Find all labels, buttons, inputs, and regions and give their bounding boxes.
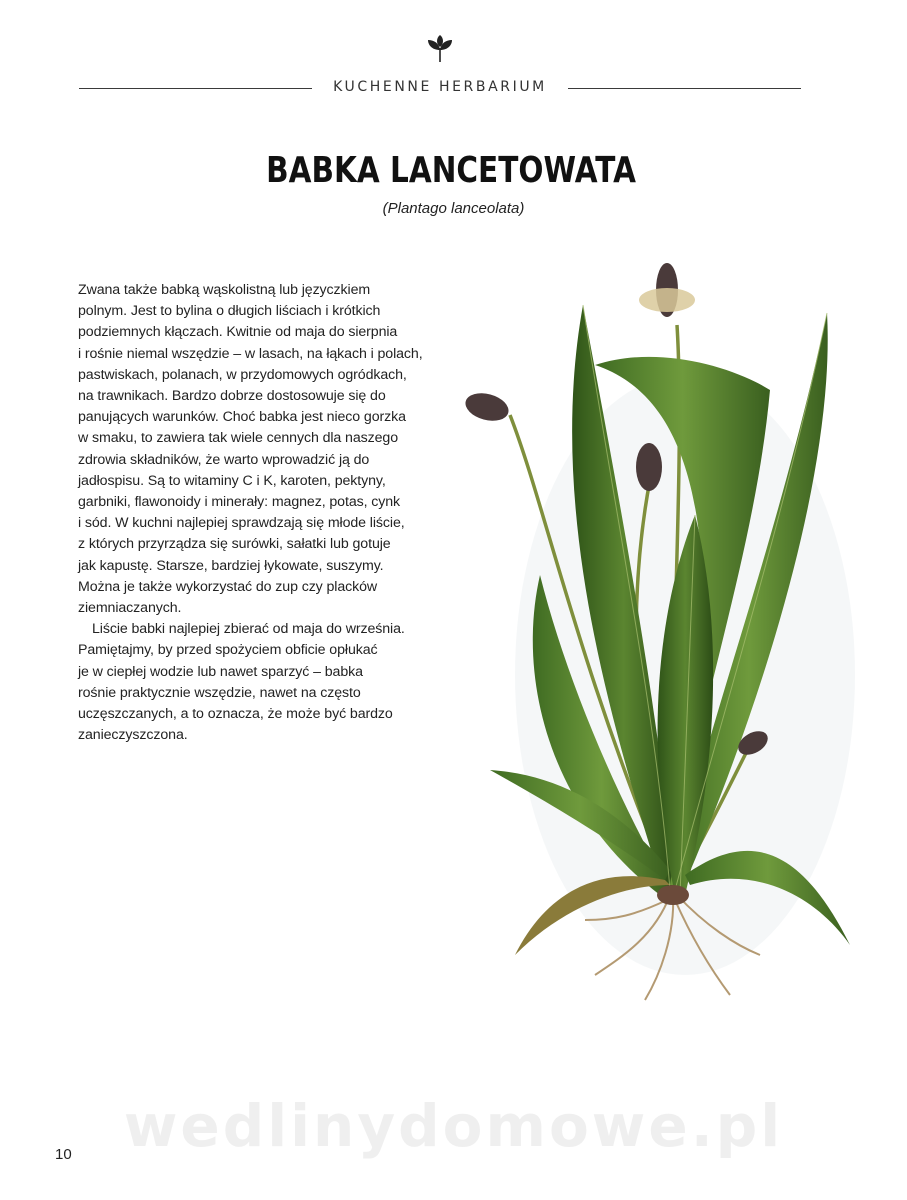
body-line: podziemnych kłączach. Kwitnie od maja do sierpnia	[78, 324, 398, 341]
body-line: w smaku, to zawiera tak wiele cennych dla naszego	[78, 430, 398, 447]
header-rule-right	[568, 88, 801, 89]
section-title: KUCHENNE HERBARIUM	[333, 79, 547, 95]
body-line: i rośnie niemal wszędzie – w lasach, na łąkach i polach,	[78, 345, 423, 362]
body-line: jadłospisu. Są to witaminy C i K, karoten, pektyny,	[78, 472, 386, 489]
body-line: Liście babki najlepiej zbierać od maja do września.	[92, 621, 405, 638]
body-line: je w ciepłej wodzie lub nawet sparzyć – babka	[78, 663, 363, 680]
body-line: ziemniaczanych.	[78, 600, 182, 617]
body-line: garbniki, flawonoidy i minerały: magnez, potas, cynk	[78, 494, 401, 511]
article-body	[78, 280, 448, 746]
header-rule-left	[79, 88, 312, 89]
body-line: zdrowia składników, że warto wprowadzić ją do	[78, 451, 370, 468]
watermark: wedlinydomowe.pl	[123, 1092, 784, 1160]
body-line: jak kapustę. Starsze, bardziej łykowate, suszymy.	[78, 557, 384, 574]
body-line: panujących warunków. Choć babka jest nieco gorzka	[78, 409, 406, 426]
page-title: BABKA LANCETOWATA	[266, 150, 636, 191]
body-line: Zwana także babką wąskolistną lub języczkiem	[78, 282, 371, 298]
page-number: 10	[55, 1146, 72, 1163]
body-line: zanieczyszczona.	[78, 727, 188, 744]
body-line: rośnie praktycznie wszędzie, nawet na często	[78, 684, 361, 701]
body-line: i sód. W kuchni najlepiej sprawdzają się młode liście,	[78, 515, 405, 532]
leaf-sprig-icon	[426, 34, 454, 64]
body-line: polnym. Jest to bylina o długich liściach i krótkich	[78, 303, 381, 320]
body-line: z których przyrządza się surówki, sałatki lub gotuje	[78, 536, 391, 553]
body-line: uczęszczanych, a to oznacza, że może być bardzo	[78, 706, 393, 723]
body-line: Pamiętajmy, by przed spożyciem obficie opłukać	[78, 642, 378, 659]
latin-name: (Plantago lanceolata)	[382, 200, 525, 217]
body-line: pastwiskach, polanach, w przydomowych ogródkach,	[78, 366, 407, 383]
plantain-plant-illustration	[455, 255, 875, 1005]
body-line: na trawnikach. Bardzo dobrze dostosowuje się do	[78, 388, 386, 405]
body-line: Można je także wykorzystać do zup czy placków	[78, 578, 378, 595]
